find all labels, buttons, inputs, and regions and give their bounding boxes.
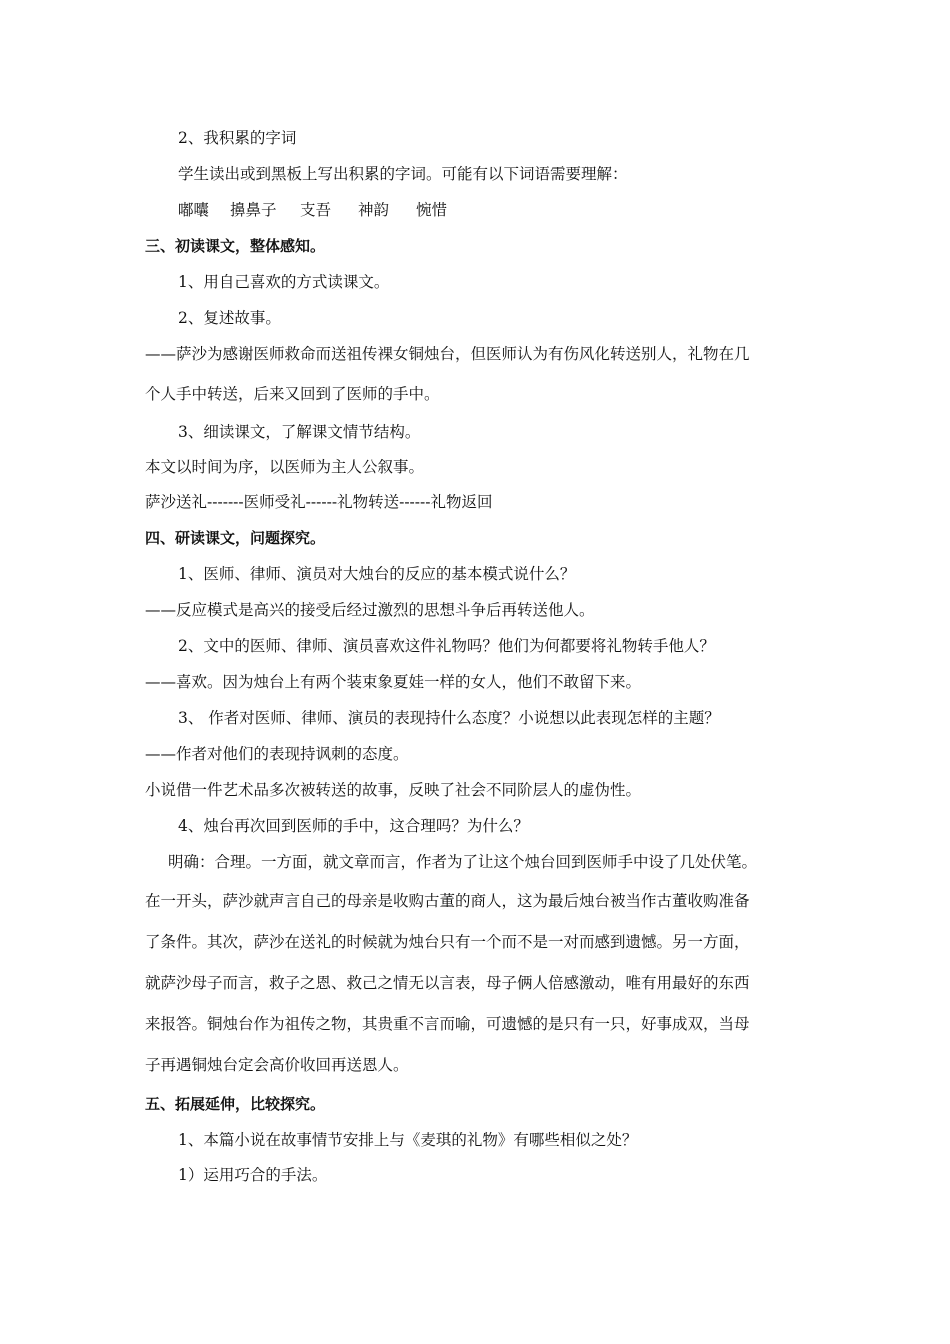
section-heading: 三、初读课文，整体感知。	[145, 237, 326, 255]
paragraph: 学生读出或到黑板上写出积累的字词。可能有以下词语需要理解：	[178, 165, 628, 183]
vocab-word: 支吾	[300, 201, 332, 219]
paragraph: 1）运用巧合的手法。	[178, 1166, 328, 1184]
answer: ——作者对他们的表现持讽刺的态度。	[145, 745, 409, 763]
vocab-word: 嘟囔	[178, 201, 210, 219]
paragraph: 1、用自己喜欢的方式读课文。	[178, 273, 390, 291]
question: 1、本篇小说在故事情节安排上与《麦琪的礼物》有哪些相似之处？	[178, 1131, 638, 1149]
paragraph: 3、细读课文，了解课文情节结构。	[178, 423, 421, 441]
paragraph: ——萨沙为感谢医师救命而送祖传裸女铜烛台，但医师认为有伤风化转送别人，礼物在几	[145, 345, 750, 363]
answer: 来报答。铜烛台作为祖传之物，其贵重不言而喻，可遗憾的是只有一只，好事成双，当母	[145, 1015, 750, 1033]
plot-structure: 萨沙送礼-------医师受礼------礼物转送------礼物返回	[145, 493, 493, 511]
section-heading: 五、拓展延伸，比较探究。	[145, 1095, 326, 1113]
paragraph: 本文以时间为序，以医师为主人公叙事。	[145, 458, 425, 476]
answer: 了条件。其次，萨沙在送礼的时候就为烛台只有一个而不是一对而感到遗憾。另一方面，	[145, 933, 750, 951]
question: 4、烛台再次回到医师的手中，这合理吗？为什么？	[178, 817, 529, 835]
section-heading: 四、研读课文，问题探究。	[145, 529, 326, 547]
answer: 就萨沙母子而言，救子之恩、救己之情无以言表，母子俩人倍感激动，唯有用最好的东西	[145, 974, 750, 992]
subsection-heading: 2、我积累的字词	[178, 129, 297, 147]
vocabulary-list	[178, 200, 447, 220]
answer: ——喜欢。因为烛台上有两个装束象夏娃一样的女人，他们不敢留下来。	[145, 673, 642, 691]
question: 1、医师、律师、演员对大烛台的反应的基本模式说什么？	[178, 565, 576, 583]
vocab-word: 惋惜	[416, 201, 448, 219]
answer: 小说借一件艺术品多次被转送的故事，反映了社会不同阶层人的虚伪性。	[145, 781, 642, 799]
vocab-word: 擤鼻子	[230, 201, 277, 219]
answer: 在一开头，萨沙就声言自己的母亲是收购古董的商人，这为最后烛台被当作古董收购准备	[145, 892, 750, 910]
paragraph: 个人手中转送，后来又回到了医师的手中。	[145, 385, 440, 403]
vocab-word: 神韵	[358, 201, 390, 219]
answer: ——反应模式是高兴的接受后经过激烈的思想斗争后再转送他人。	[145, 601, 595, 619]
answer: 子再遇铜烛台定会高价收回再送恩人。	[145, 1056, 409, 1074]
question: 3、 作者对医师、律师、演员的表现持什么态度？小说想以此表现怎样的主题？	[178, 709, 720, 727]
question: 2、文中的医师、律师、演员喜欢这件礼物吗？他们为何都要将礼物转手他人？	[178, 637, 715, 655]
paragraph: 2、复述故事。	[178, 309, 281, 327]
answer: 明确：合理。一方面，就文章而言，作者为了让这个烛台回到医师手中设了几处伏笔。	[168, 853, 758, 871]
